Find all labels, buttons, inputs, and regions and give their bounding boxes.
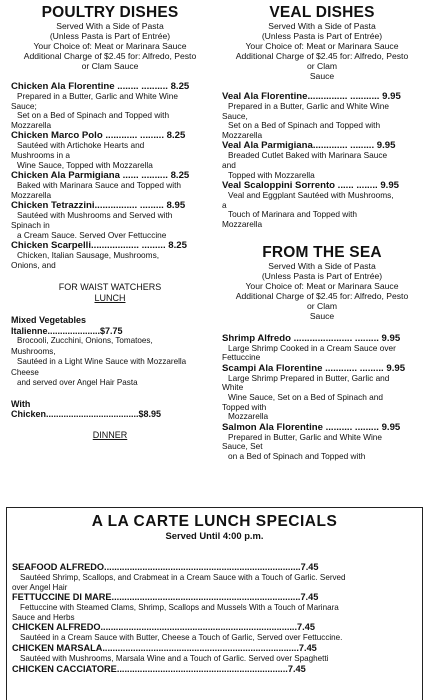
desc-line: Prepared in Butter, Garlic and White Wine xyxy=(228,431,383,442)
menu-item xyxy=(222,140,422,180)
header-line: Additional Charge of $2.45 for: Alfredo, Pesto xyxy=(235,51,409,61)
desc-line: Sauce, xyxy=(222,110,248,121)
veal-sea-column xyxy=(222,4,422,461)
item-name: Scampi Ala Florentine ............ ......... 9.95 xyxy=(222,362,406,374)
carte-items xyxy=(12,562,416,675)
desc-line: Baked with Marinara Sauce and Topped with xyxy=(17,180,182,191)
carte-item-name: FETTUCCINE DI MARE xyxy=(12,592,112,603)
item-desc xyxy=(222,374,422,422)
desc-line: Chicken, Italian Sausage, Mushrooms, xyxy=(17,250,160,261)
carte-item-row xyxy=(12,664,416,675)
carte-item-name: SEAFOOD ALFREDO xyxy=(12,562,105,572)
carte-item xyxy=(12,643,416,664)
desc-line: Wine Sauce, Set on a Bed of Spinach and xyxy=(228,391,383,402)
header-line: Served With a Side of Pasta xyxy=(268,260,376,271)
desc-line: Touch of Marinara and Topped with xyxy=(228,209,357,220)
item-desc xyxy=(11,92,209,130)
carte-item-row xyxy=(12,622,416,633)
desc-line: Sautéed with Artichoke Hearts and xyxy=(17,140,145,151)
header-line: Served With a Side of Pasta xyxy=(56,21,164,31)
waist-item xyxy=(11,315,209,420)
poultry-column xyxy=(11,4,209,441)
desc-line: Sauce and Herbs xyxy=(12,612,75,622)
menu-item xyxy=(11,170,209,200)
desc-line: Mozzarella xyxy=(228,411,269,422)
carte-item xyxy=(12,622,416,643)
waist-watchers-title: FOR WAIST WATCHERS xyxy=(58,282,162,293)
item-name: Shrimp Alfredo ...................... ......... 9.95 xyxy=(222,332,401,344)
desc-line: Sautéed in a Cream Sauce with Butter, Cheese a Touch of Garlic, Served over Fettuccine. xyxy=(20,633,343,643)
waist-line: Chicken.....................................$8.95 xyxy=(11,409,162,420)
desc-line: Fettuccine xyxy=(222,352,261,363)
carte-subtitle: Served Until 4:00 p.m. xyxy=(165,530,264,541)
menu-item xyxy=(11,130,209,170)
desc-line: Breaded Cutlet Baked with Marinara Sauce xyxy=(228,150,388,161)
carte-item-name: CHICKEN MARSALA xyxy=(12,642,103,653)
menu-item xyxy=(222,363,422,422)
desc-line: Sautéed with Mushrooms, Marsala Wine and a Touch of Garlic. Served over Spaghetti xyxy=(20,653,329,663)
leader-dots: ................................................................... xyxy=(116,663,288,674)
desc-line: Veal and Eggplant Sautéed with Mushrooms, xyxy=(228,190,394,201)
item-desc xyxy=(11,181,209,200)
desc-line: Mushrooms in a xyxy=(11,149,71,160)
header-line: Your Choice of: Meat or Marinara Sauce xyxy=(33,41,187,51)
item-desc xyxy=(222,191,422,229)
lunch-label: LUNCH xyxy=(94,293,126,304)
leader-dots: ............................................................................. xyxy=(102,642,299,653)
desc-line: Sauce; xyxy=(11,100,37,111)
waist-line: Mixed Vegetables xyxy=(11,315,87,326)
header-line: or Clam xyxy=(306,300,338,311)
desc-line: Set on a Bed of Spinach and Topped with xyxy=(228,120,381,131)
menu-item xyxy=(11,240,209,270)
menu-item xyxy=(222,422,422,462)
item-desc xyxy=(222,344,422,363)
carte-item-price: 7.45 xyxy=(300,592,319,603)
header-line: (Unless Pasta is Part of Entrée) xyxy=(49,31,171,41)
desc-line: Sauce, Set xyxy=(222,441,263,452)
item-name: Chicken Tetrazzini................ ......... 8.95 xyxy=(11,200,186,212)
waist-desc xyxy=(11,336,209,389)
menu-item xyxy=(222,91,422,140)
desc-line: and served over Angel Hair Pasta xyxy=(17,378,138,388)
item-desc xyxy=(222,433,422,462)
carte-item-price: 7.45 xyxy=(297,622,315,633)
item-desc xyxy=(11,141,209,170)
desc-line: Mozzarella xyxy=(222,218,263,229)
carte-title: A LA CARTE LUNCH SPECIALS xyxy=(91,513,338,530)
header-line: Additional Charge of $2.45 for: Alfredo, Pesto xyxy=(23,51,197,61)
menu-item xyxy=(222,180,422,229)
a-la-carte-box xyxy=(6,507,423,700)
carte-item-desc xyxy=(12,654,416,664)
item-desc xyxy=(11,251,209,270)
desc-line: Mozzarella xyxy=(11,119,52,130)
header-line: (Unless Pasta is Part of Entrée) xyxy=(261,270,383,281)
desc-line: Mozzarella xyxy=(11,189,52,200)
carte-item-desc xyxy=(12,573,416,592)
desc-line: Brocooli, Zucchini, Onions, Tomatoes, xyxy=(17,336,153,346)
desc-line: Prepared in a Butter, Garlic and White Wine xyxy=(228,101,389,111)
header-line: Sauce xyxy=(309,310,335,321)
item-name: Veal Scaloppini Sorrento ...... ........ 9.95 xyxy=(222,180,400,192)
item-desc xyxy=(11,211,209,240)
carte-item-row xyxy=(12,643,416,654)
waist-line: With xyxy=(11,398,31,409)
carte-item-price: 7.45 xyxy=(287,663,306,674)
item-name: Chicken Ala Florentine ........ .......... 8.25 xyxy=(11,81,190,92)
carte-item xyxy=(12,664,416,675)
desc-line: Wine Sauce, Topped with Mozzarella xyxy=(17,159,153,170)
desc-line: on a Bed of Spinach and Topped with xyxy=(228,450,366,461)
leader-dots: .......................................................................... xyxy=(111,592,301,603)
desc-line: Spinach in xyxy=(11,219,50,230)
menu-item xyxy=(11,200,209,240)
carte-item-row xyxy=(12,562,416,573)
leader-dots: ............................................................................. xyxy=(104,562,301,572)
header-line: Additional Charge of $2.45 for: Alfredo, Pesto xyxy=(235,290,409,301)
desc-line: Set on a Bed of Spinach and Topped with xyxy=(17,110,170,121)
waist-line: Italienne.....................$7.75 xyxy=(11,325,123,336)
sea-header xyxy=(222,261,422,321)
desc-line: Sautéed Shrimp, Scallops, and Crabmeat in a Cream Sauce with a Touch of Garlic. Served xyxy=(20,573,346,582)
desc-line: Mushrooms, xyxy=(11,346,56,356)
header-line: Served With a Side of Pasta xyxy=(268,21,376,31)
desc-line: Mozzarella xyxy=(222,129,263,140)
carte-item xyxy=(12,592,416,622)
desc-line: and xyxy=(222,159,236,170)
carte-item-row xyxy=(12,592,416,603)
item-name: Chicken Ala Parmigiana ...... .......... 8.25 xyxy=(11,170,190,182)
item-name: Chicken Scarpelli.................. ......... 8.25 xyxy=(11,240,187,252)
desc-line: Large Shrimp Prepared in Butter, Garlic and xyxy=(228,372,390,383)
carte-item-desc xyxy=(12,603,416,622)
desc-line: White xyxy=(222,382,244,393)
item-name: Veal Ala Florentine............... ........... 9.95 xyxy=(222,91,401,102)
item-desc xyxy=(222,102,422,140)
carte-item xyxy=(12,562,416,592)
desc-line: Sautéed with Mushrooms and Served with xyxy=(17,210,173,221)
desc-line: Large Shrimp Cooked in a Cream Sauce over xyxy=(228,342,396,353)
carte-item-name: CHICKEN CACCIATORE xyxy=(12,663,117,674)
carte-item-price: 7.45 xyxy=(298,642,317,653)
veal-header xyxy=(222,21,422,81)
item-name: Salmon Ala Florentine .......... ......... 9.95 xyxy=(222,421,401,433)
desc-line: a Cream Sauce. Served Over Fettuccine xyxy=(17,229,167,240)
desc-line: Fettuccine with Steamed Clams, Shrimp, Scallops and Mussels With a Touch of Marinara xyxy=(20,603,339,613)
dinner-label: DINNER xyxy=(92,429,128,440)
menu-item xyxy=(222,333,422,363)
leader-dots: ............................................................................. xyxy=(100,622,298,633)
sea-title: FROM THE SEA xyxy=(262,243,382,261)
desc-line: Topped with xyxy=(222,401,267,412)
desc-line: Topped with Mozzarella xyxy=(228,169,315,180)
poultry-title: POULTRY DISHES xyxy=(41,4,179,21)
item-name: Chicken Marco Polo ............ ......... 8.25 xyxy=(11,130,186,142)
header-line: Your Choice of: Meat or Marinara Sauce xyxy=(245,41,399,51)
menu-item xyxy=(11,81,209,130)
desc-line: a xyxy=(222,199,227,210)
header-line: Your Choice of: Meat or Marinara Sauce xyxy=(245,280,399,291)
desc-line: Prepared in a Butter, Garlic and White Wine xyxy=(17,91,178,101)
carte-item-desc xyxy=(12,633,416,643)
poultry-header xyxy=(11,21,209,71)
desc-line: over Angel Hair xyxy=(12,582,68,592)
veal-title: VEAL DISHES xyxy=(269,4,375,21)
carte-item-name: CHICKEN ALFREDO xyxy=(12,622,101,633)
desc-line: Sautéed in a Light Wine Sauce with Mozzarella xyxy=(17,357,187,367)
desc-line: Cheese xyxy=(11,367,39,377)
item-desc xyxy=(222,151,422,180)
carte-item-price: 7.45 xyxy=(300,562,319,572)
header-line: (Unless Pasta is Part of Entrée) xyxy=(261,31,383,41)
header-line: Sauce xyxy=(309,71,335,81)
desc-line: Onions, and xyxy=(11,259,56,270)
item-name: Veal Ala Parmigiana............. ......... 9.95 xyxy=(222,140,396,152)
header-line: or Clam Sauce xyxy=(81,61,139,71)
header-line: or Clam xyxy=(306,61,338,71)
